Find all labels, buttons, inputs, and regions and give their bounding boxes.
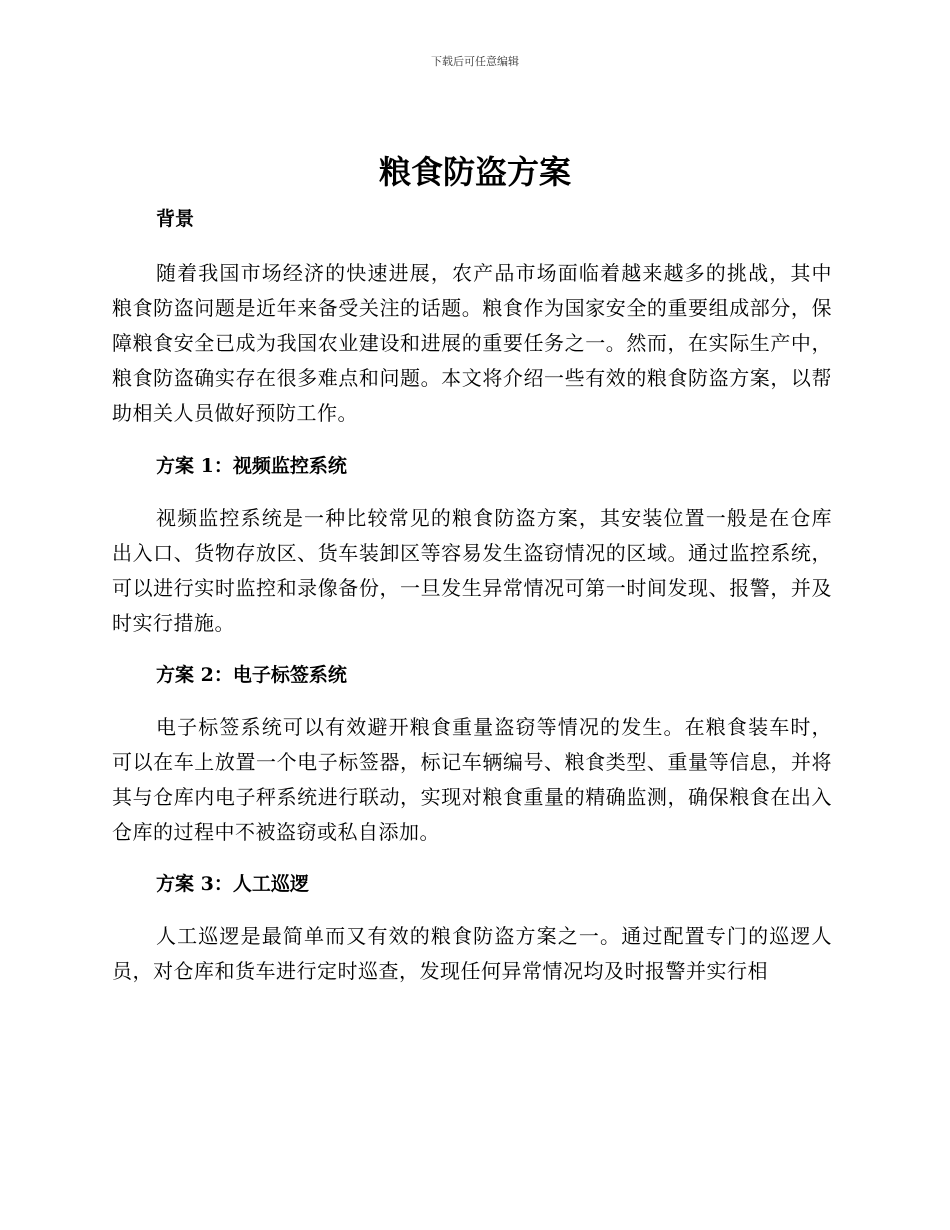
section-paragraph-plan-3: 人工巡逻是最简单而又有效的粮食防盗方案之一。通过配置专门的巡逻人员，对仓库和货车进行定时巡查，发现任何异常情况均及时报警并实行相 <box>112 924 832 983</box>
section-paragraph-plan-2: 电子标签系统可以有效避开粮食重量盗窃等情况的发生。在粮食装车时，可以在车上放置一个电子标签器，标记车辆编号、粮食类型、重量等信息，并将其与仓库内电子秤系统进行联动，实现对粮食重量的精确监测，确保粮食在出入仓库的过程中不被盗窃或私自添加。 <box>112 715 832 844</box>
section-paragraph-background: 随着我国市场经济的快速进展，农产品市场面临着越来越多的挑战，其中粮食防盗问题是近年来备受关注的话题。粮食作为国家安全的重要组成部分，保障粮食安全已成为我国农业建设和进展的重要任务之一。然而，在实际生产中，粮食防盗确实存在很多难点和问题。本文将介绍一些有效的粮食防盗方案，以帮助相关人员做好预防工作。 <box>112 261 832 425</box>
section-heading-background: 背景 <box>156 208 195 230</box>
section-heading-plan-1: 方案 1：视频监控系统 <box>156 455 347 477</box>
section-heading-plan-2: 方案 2：电子标签系统 <box>156 664 347 686</box>
section-paragraph-plan-1: 视频监控系统是一种比较常见的粮食防盗方案，其安装位置一般是在仓库出入口、货物存放区、货车装卸区等容易发生盗窃情况的区域。通过监控系统，可以进行实时监控和录像备份，一旦发生异常情况可第一时间发现、报警，并及时实行措施。 <box>112 506 832 635</box>
document-title: 粮食防盗方案 <box>378 153 571 191</box>
page-header: 下载后可任意编辑 <box>431 55 519 68</box>
document-body <box>112 200 832 989</box>
section-heading-plan-3: 方案 3：人工巡逻 <box>156 873 309 895</box>
